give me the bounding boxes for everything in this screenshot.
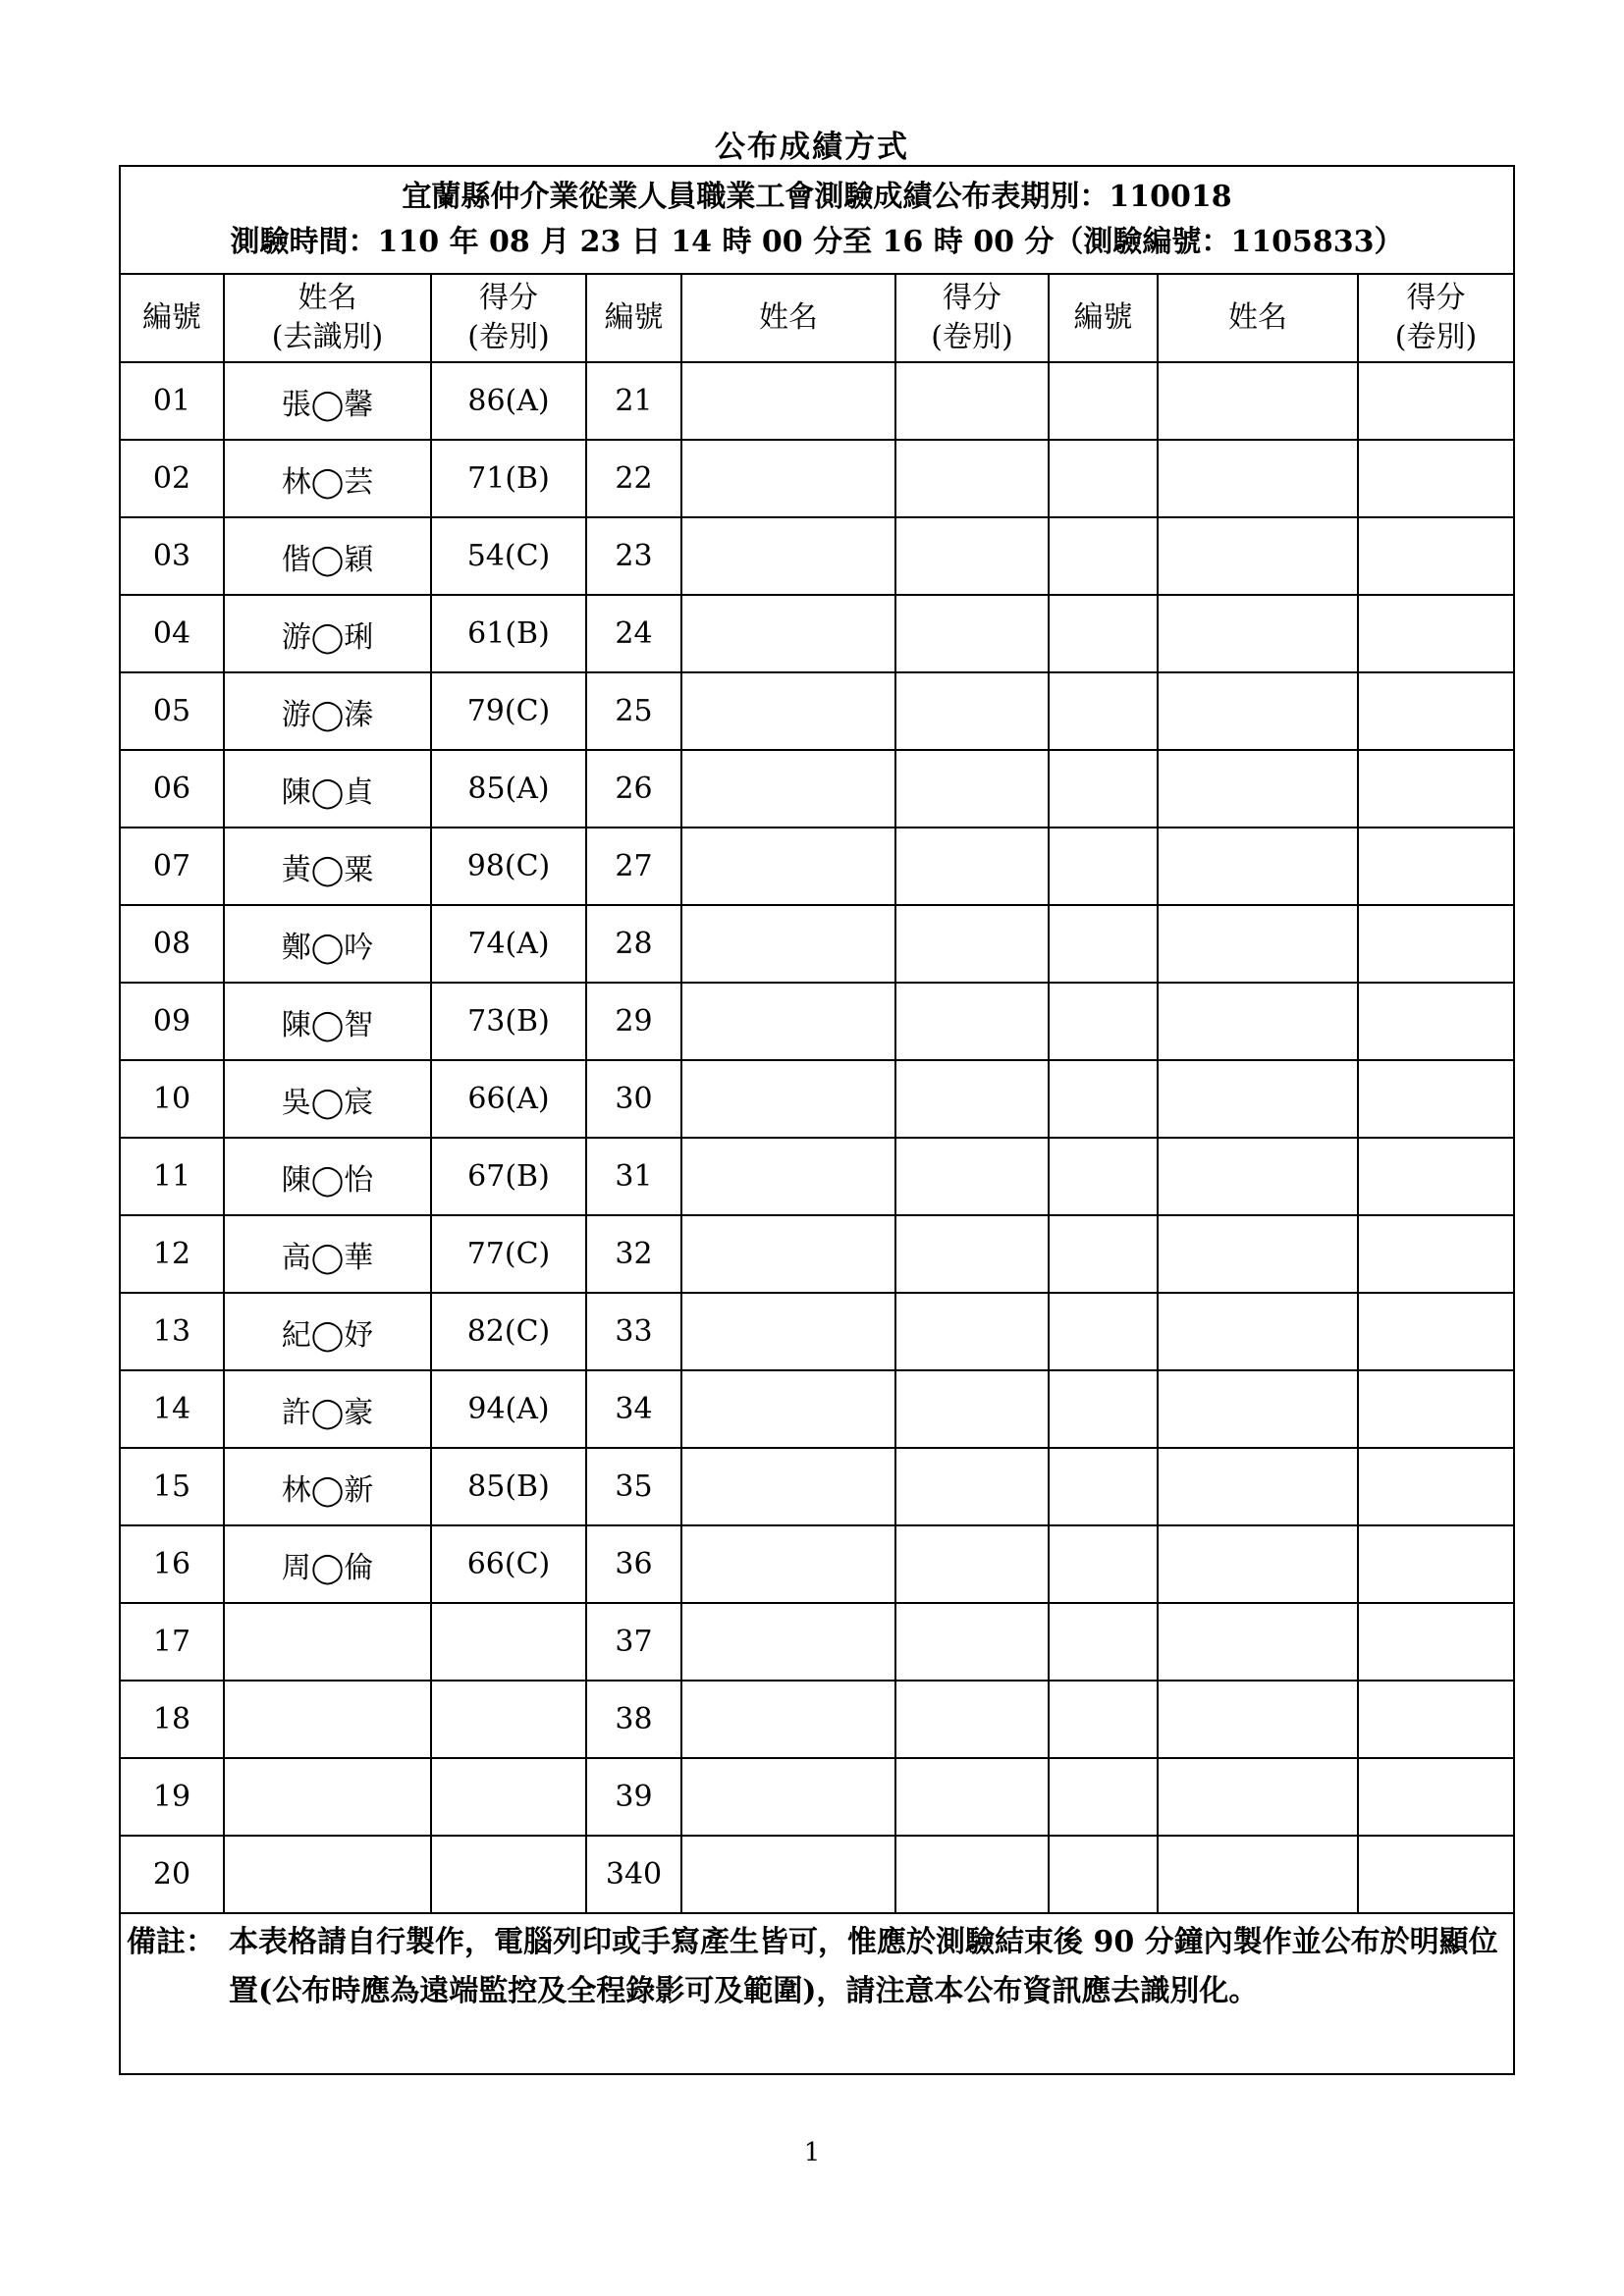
cell-number: 11 [120,1138,224,1215]
cell-number [1049,1138,1158,1215]
header-name-sub: (去識別) [271,320,384,354]
cell-number: 38 [586,1681,681,1758]
cell-score [431,1681,586,1758]
cell-number: 10 [120,1060,224,1138]
cell-score: 74(A) [431,905,586,983]
cell-number [1049,828,1158,905]
cell-name [1158,595,1358,672]
table-body [120,166,1514,2074]
cell-name: 林◯新 [224,1448,431,1525]
cell-number: 36 [586,1525,681,1603]
cell-score [1358,1758,1514,1836]
cell-score [1358,905,1514,983]
table-row [120,1060,1514,1138]
cell-number [1049,905,1158,983]
cell-name: 偕◯穎 [224,517,431,595]
cell-score [895,440,1049,517]
cell-number: 39 [586,1758,681,1836]
cell-name [681,1370,895,1448]
cell-name: 陳◯智 [224,983,431,1060]
cell-number: 14 [120,1370,224,1448]
cell-number: 35 [586,1448,681,1525]
cell-number: 16 [120,1525,224,1603]
header-name-2: 姓名 [681,274,895,362]
cell-name [1158,1758,1358,1836]
header-score-label: 得分 [1406,281,1466,315]
cell-number [1049,1215,1158,1293]
table-row [120,440,1514,517]
cell-name [681,1603,895,1681]
cell-name [1158,1293,1358,1370]
cell-number: 27 [586,828,681,905]
cell-name: 鄭◯吟 [224,905,431,983]
cell-number [1049,983,1158,1060]
cell-name [1158,1525,1358,1603]
cell-score [895,828,1049,905]
cell-name [681,672,895,750]
cell-score: 85(B) [431,1448,586,1525]
cell-score [1358,1293,1514,1370]
header-score-label: 得分 [479,281,538,315]
cell-score [431,1603,586,1681]
cell-number: 34 [586,1370,681,1448]
table-row [120,362,1514,440]
table-row [120,1603,1514,1681]
cell-score [895,1448,1049,1525]
table-row [120,828,1514,905]
header-score-label: 得分 [943,281,1001,315]
cell-name: 張◯馨 [224,362,431,440]
cell-score [895,983,1049,1060]
table-row [120,672,1514,750]
cell-score [895,1060,1049,1138]
cell-score [1358,1138,1514,1215]
cell-score [1358,1525,1514,1603]
note-cell [120,1913,1514,2074]
note-label: 備註： [127,1925,215,1959]
cell-score [1358,1448,1514,1525]
cell-name [681,362,895,440]
cell-score [895,1215,1049,1293]
cell-number: 30 [586,1060,681,1138]
cell-score: 77(C) [431,1215,586,1293]
title-line-2: 測驗時間：110 年 08 月 23 日 14 時 00 分至 16 時 00 分（測驗編號：1105833） [230,225,1404,259]
cell-name [681,905,895,983]
page-number: 1 [803,2138,821,2167]
cell-number [1049,595,1158,672]
cell-name [224,1836,431,1913]
cell-number: 19 [120,1758,224,1836]
cell-number [1049,1060,1158,1138]
cell-number [1049,1758,1158,1836]
cell-name [1158,672,1358,750]
cell-name: 陳◯貞 [224,750,431,828]
table-row [120,1215,1514,1293]
cell-name [1158,1060,1358,1138]
cell-number [1049,517,1158,595]
cell-number: 06 [120,750,224,828]
cell-name [1158,517,1358,595]
cell-name [1158,362,1358,440]
cell-name [1158,1603,1358,1681]
header-number-2: 編號 [586,274,681,362]
cell-score [1358,828,1514,905]
cell-score [1358,750,1514,828]
cell-name: 黃◯粟 [224,828,431,905]
cell-score [895,1370,1049,1448]
table-row [120,1758,1514,1836]
cell-score: 82(C) [431,1293,586,1370]
cell-name [681,1836,895,1913]
cell-score [895,362,1049,440]
header-number-1: 編號 [120,274,224,362]
table-row [120,1293,1514,1370]
cell-name [1158,440,1358,517]
cell-number: 28 [586,905,681,983]
cell-name [681,1215,895,1293]
cell-score [1358,983,1514,1060]
cell-number: 31 [586,1138,681,1215]
note-layout [127,1918,1505,2016]
cell-score [895,1138,1049,1215]
title-line-1: 宜蘭縣仲介業從業人員職業工會測驗成績公布表期別：110018 [402,180,1232,214]
cell-name: 吳◯宸 [224,1060,431,1138]
cell-score: 73(B) [431,983,586,1060]
cell-score [431,1836,586,1913]
table-title [120,166,1514,274]
cell-score: 66(A) [431,1060,586,1138]
cell-number [1049,672,1158,750]
cell-name [1158,1138,1358,1215]
cell-name [681,1448,895,1525]
cell-score [1358,362,1514,440]
cell-name [681,828,895,905]
cell-number [1049,1525,1158,1603]
cell-score [1358,1215,1514,1293]
header-score-sub: (卷別) [1394,320,1478,354]
cell-number: 18 [120,1681,224,1758]
cell-name [1158,1215,1358,1293]
cell-number: 12 [120,1215,224,1293]
cell-name: 高◯華 [224,1215,431,1293]
cell-score: 66(C) [431,1525,586,1603]
cell-score: 54(C) [431,517,586,595]
cell-score [1358,1060,1514,1138]
cell-number: 24 [586,595,681,672]
cell-score [1358,440,1514,517]
cell-number: 26 [586,750,681,828]
header-score-3 [1358,274,1514,362]
cell-score [895,1293,1049,1370]
cell-score [1358,517,1514,595]
cell-number: 340 [586,1836,681,1913]
cell-name [681,595,895,672]
header-row [120,274,1514,362]
cell-score [1358,1836,1514,1913]
header-name-3: 姓名 [1158,274,1358,362]
cell-name [681,517,895,595]
cell-name [681,1138,895,1215]
table-row [120,1138,1514,1215]
cell-number: 01 [120,362,224,440]
header-score-sub: (卷別) [467,320,550,354]
header-name-label: 姓名 [298,281,357,315]
cell-score [895,1525,1049,1603]
cell-score [431,1758,586,1836]
cell-number: 22 [586,440,681,517]
cell-score [895,517,1049,595]
cell-number: 20 [120,1836,224,1913]
cell-score: 86(A) [431,362,586,440]
cell-name: 許◯豪 [224,1370,431,1448]
header-score-1 [431,274,586,362]
cell-score [895,595,1049,672]
cell-name [1158,750,1358,828]
cell-name: 陳◯怡 [224,1138,431,1215]
cell-number: 17 [120,1603,224,1681]
table-row [120,1370,1514,1448]
cell-number [1049,362,1158,440]
cell-score [1358,595,1514,672]
header-name-1 [224,274,431,362]
table-row [120,1681,1514,1758]
cell-name [681,1681,895,1758]
cell-name [681,440,895,517]
table-row [120,1836,1514,1913]
cell-name [681,750,895,828]
cell-number: 13 [120,1293,224,1370]
cell-number: 33 [586,1293,681,1370]
cell-score: 79(C) [431,672,586,750]
cell-number: 04 [120,595,224,672]
cell-number: 02 [120,440,224,517]
cell-number: 25 [586,672,681,750]
cell-number [1049,440,1158,517]
cell-name [1158,1448,1358,1525]
cell-score: 85(A) [431,750,586,828]
cell-score [895,1681,1049,1758]
table-row [120,595,1514,672]
score-table [119,165,1515,2075]
cell-number [1049,750,1158,828]
document-heading: 公布成績方式 [715,130,909,165]
cell-score: 98(C) [431,828,586,905]
cell-number: 05 [120,672,224,750]
cell-number [1049,1293,1158,1370]
cell-name [681,1525,895,1603]
cell-name [224,1681,431,1758]
cell-score: 67(B) [431,1138,586,1215]
table-row [120,1448,1514,1525]
cell-name [1158,828,1358,905]
table-row [120,750,1514,828]
cell-number: 03 [120,517,224,595]
table-row [120,1525,1514,1603]
cell-score: 61(B) [431,595,586,672]
cell-score [895,1836,1049,1913]
cell-name [681,1758,895,1836]
cell-name [1158,1370,1358,1448]
cell-number: 29 [586,983,681,1060]
note-row [120,1913,1514,2074]
header-number-3: 編號 [1049,274,1158,362]
cell-score [895,905,1049,983]
header-score-sub: (卷別) [931,320,1013,354]
cell-score [895,672,1049,750]
note-text: 本表格請自行製作，電腦列印或手寫產生皆可，惟應於測驗結束後 90 分鐘內製作並公布於明顯位置(公布時應為遠端監控及全程錄影可及範圍)，請注意本公布資訊應去識別化。 [229,1925,1498,2008]
cell-score [895,750,1049,828]
cell-number: 21 [586,362,681,440]
header-score-2 [895,274,1049,362]
cell-score [1358,1681,1514,1758]
cell-score [1358,1603,1514,1681]
cell-number [1049,1370,1158,1448]
cell-name: 周◯倫 [224,1525,431,1603]
cell-name: 林◯芸 [224,440,431,517]
table-row [120,983,1514,1060]
table-row [120,517,1514,595]
cell-score: 71(B) [431,440,586,517]
cell-name [681,1060,895,1138]
cell-score [1358,672,1514,750]
cell-number: 08 [120,905,224,983]
cell-number: 09 [120,983,224,1060]
cell-number [1049,1836,1158,1913]
cell-number: 07 [120,828,224,905]
cell-name [681,983,895,1060]
cell-score [895,1603,1049,1681]
cell-name [1158,1681,1358,1758]
cell-name [224,1603,431,1681]
cell-name: 游◯溱 [224,672,431,750]
cell-number [1049,1681,1158,1758]
table-row [120,905,1514,983]
cell-name [1158,983,1358,1060]
cell-name: 紀◯妤 [224,1293,431,1370]
cell-score: 94(A) [431,1370,586,1448]
cell-name [224,1758,431,1836]
cell-score [1358,1370,1514,1448]
cell-name [1158,1836,1358,1913]
cell-number: 23 [586,517,681,595]
cell-name [681,1293,895,1370]
cell-number: 15 [120,1448,224,1525]
cell-name [1158,905,1358,983]
cell-score [895,1758,1049,1836]
cell-number [1049,1448,1158,1525]
cell-number: 32 [586,1215,681,1293]
cell-name: 游◯琍 [224,595,431,672]
cell-number: 37 [586,1603,681,1681]
cell-number [1049,1603,1158,1681]
